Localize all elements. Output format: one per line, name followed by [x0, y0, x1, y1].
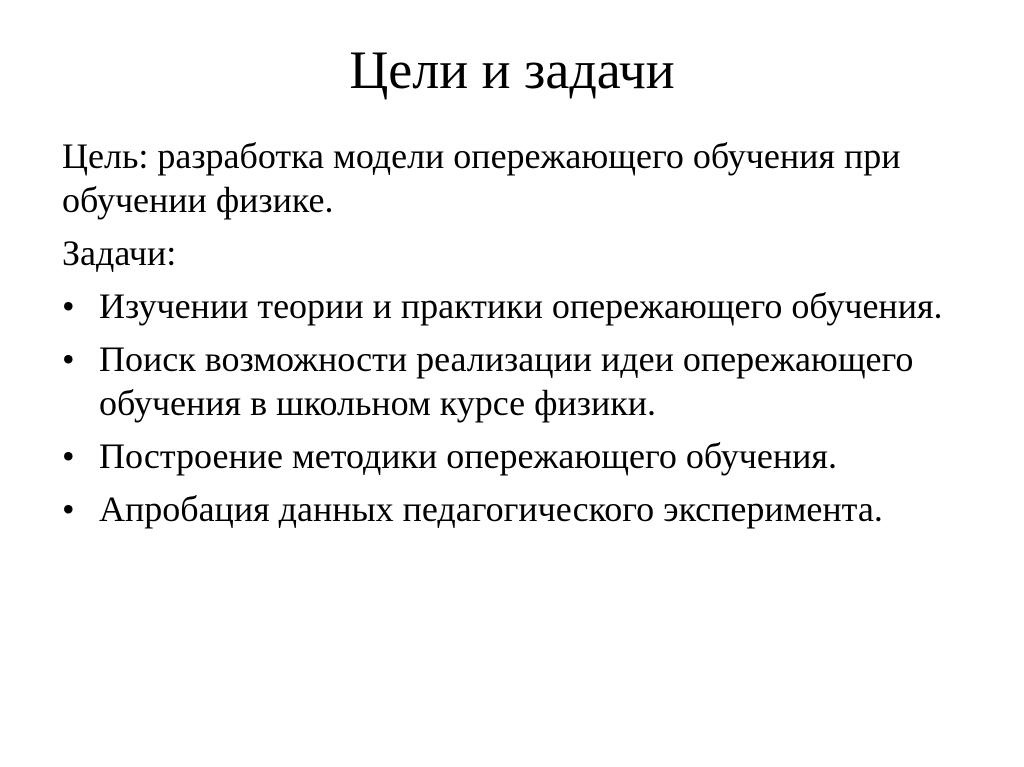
task-text: Поиск возможности реализации идеи опережающего обучения в школьном курсе физики. — [99, 339, 914, 423]
slide-body — [62, 134, 962, 540]
task-text: Апробация данных педагогического эксперимента. — [99, 489, 883, 529]
bullet-icon: • — [62, 286, 75, 326]
tasks-list — [62, 284, 962, 531]
task-item — [62, 434, 962, 478]
bullet-icon: • — [62, 339, 75, 379]
tasks-heading: Задачи: — [62, 233, 177, 273]
task-item — [62, 284, 962, 328]
task-item — [62, 337, 962, 425]
bullet-icon: • — [62, 436, 75, 476]
slide-title: Цели и задачи — [349, 40, 675, 100]
goal-text: Цель: разработка модели опережающего обучения при обучении физике. — [62, 136, 901, 220]
task-item — [62, 487, 962, 531]
bullet-icon: • — [62, 489, 75, 529]
task-text: Изучении теории и практики опережающего обучения. — [99, 286, 943, 326]
task-text: Построение методики опережающего обучения. — [99, 436, 837, 476]
